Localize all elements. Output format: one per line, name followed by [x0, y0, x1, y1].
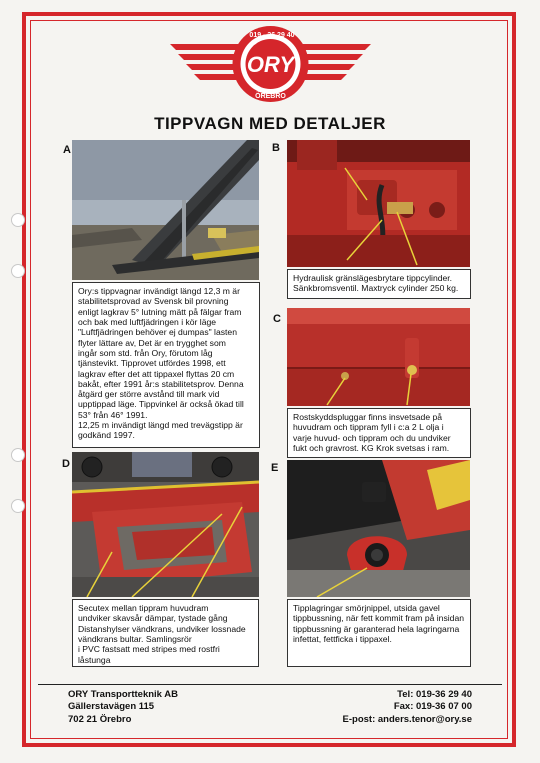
punch-hole [11, 448, 25, 462]
photo-tipping-bearing [287, 460, 470, 597]
text-line: Distanshylser vändkrans, undviker lossnade [78, 623, 246, 634]
text-line: och bak med luftfjädringen i kör läge [78, 316, 217, 327]
logo-ring-top-text: 019 - 36 29 40 [249, 32, 295, 39]
text-line: tjänstevikt. Tipprovet utfördes 1998, ett [78, 358, 226, 369]
text-line: fukt och gravrost. KG Krok svetsas i ram. [293, 442, 450, 453]
text-stability-description [72, 282, 260, 448]
text-line: 53° från 46° 1991. [78, 409, 148, 420]
text-secutex-caption [72, 599, 259, 667]
text-line: stabilitetsprovad av Svensk bil provning [78, 296, 229, 307]
text-line: 12,25 m invändigt längd med trevägstipp är [78, 420, 243, 431]
text-line: upptippad läge. Tippvinkel är också ökad till [78, 399, 244, 410]
photo-frame-workshop [72, 452, 259, 597]
punch-hole [11, 213, 25, 227]
text-line: Rostskyddspluggar finns insvetsade på [293, 412, 443, 422]
text-line: undviker skavsår dämpar, tystade gång [78, 613, 228, 624]
section-letter-b: B [272, 142, 280, 154]
city-address: 702 21 Örebro [68, 713, 132, 725]
punch-hole [11, 264, 25, 278]
text-line: lagkrav efter det att tippaxel flyttas 20 cm [78, 368, 235, 379]
text-line: "Luftfjädringen behöver ej dumpas" lasten [78, 327, 237, 338]
text-line: Ory:s tippvagnar invändigt längd 12,3 m är [78, 286, 240, 296]
text-line: tippbussning är garanterad hela lagringarna [293, 623, 460, 634]
text-line: godkänd 1997. [78, 430, 135, 441]
text-line: ingår som std. från Ory, förutom låg [78, 347, 213, 358]
text-rust-caption [287, 408, 471, 458]
text-line: tippbussning, när fett kommit fram på insidan [293, 613, 465, 624]
phone-number: Tel: 019-36 29 40 [397, 689, 472, 700]
photo-tipper-trailer [72, 140, 259, 280]
text-line: Sänkbromsventil. Maxtryck cylinder 250 kg. [293, 283, 459, 294]
section-letter-e: E [271, 462, 279, 474]
text-line: åtgärd ger större avstånd till mark vid [78, 389, 220, 400]
text-line: huvudram och tippram fyll i c:a 2 L olja i [293, 422, 444, 433]
text-line: infettat, fettficka i tippaxel. [293, 633, 392, 644]
section-letter-c: C [273, 313, 281, 325]
street-address: Gällerstavägen 115 [68, 701, 155, 713]
text-line: Tipplagringar smörjnippel, utsida gavel [293, 603, 440, 613]
footer [38, 684, 502, 725]
text-line: flyter lättare av, Det är en trygghet som [78, 337, 226, 348]
text-hydraulic-caption [287, 269, 471, 299]
logo-ring-bottom-text: ÖREBRO [255, 93, 286, 100]
email-address[interactable]: E-post: anders.tenor@ory.se [342, 713, 472, 725]
text-line: bakåt, efter 1991 år:s stabilitetsprov. Denna [78, 378, 244, 389]
company-name: ORY Transportteknik AB [68, 689, 178, 700]
photo-hydraulic-cylinder [287, 140, 470, 267]
footer-address [68, 689, 178, 726]
photo-rust-plugs [287, 308, 470, 406]
ory-logo [168, 24, 373, 104]
text-line: låstunga [78, 654, 111, 665]
text-line: vändkrans bultar. Samlingsrör [78, 633, 192, 644]
text-line: varje huvud- och tippram och du undviker [293, 432, 451, 443]
text-line: i PVC fastsatt med stripes med rostfri [78, 644, 220, 655]
text-line: Hydraulisk gränslägesbrytare tippcylinder. [293, 273, 453, 283]
logo-wordmark: ORY [246, 52, 295, 77]
footer-contact [343, 689, 472, 726]
punch-hole [11, 499, 25, 513]
section-letter-a: A [63, 144, 71, 156]
text-line: Secutex mellan tippram huvudram [78, 603, 209, 613]
section-letter-d: D [62, 458, 70, 470]
fax-number: Fax: 019-36 07 00 [393, 701, 472, 713]
page-title: TIPPVAGN MED DETALJER [154, 114, 386, 133]
text-bearing-caption [287, 599, 471, 667]
text-line: enligt lagkrav 5° lutning mätt på fälgar fram [78, 306, 242, 317]
